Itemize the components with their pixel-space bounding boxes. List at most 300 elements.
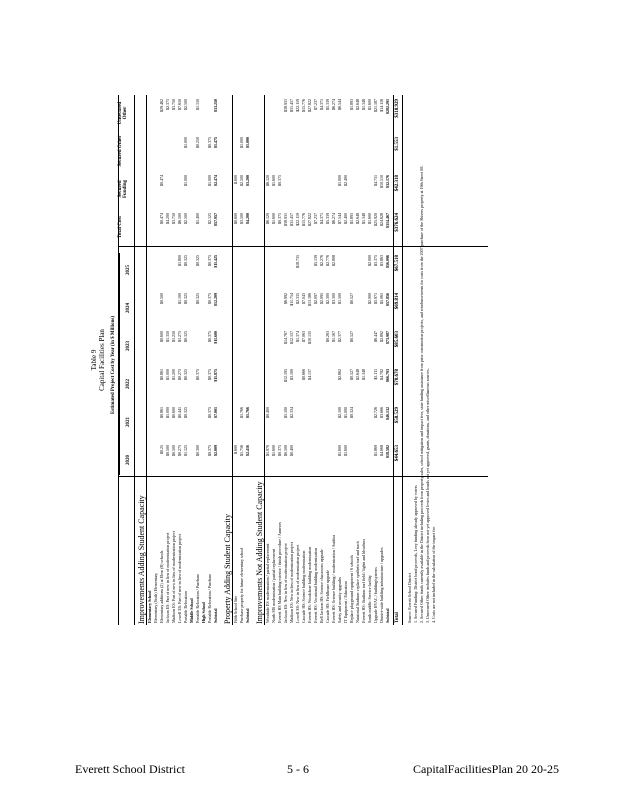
- table-cell: $0.375: [207, 445, 212, 456]
- table-cell: $2.009: [213, 445, 218, 456]
- table-cell: $1.348: [361, 369, 366, 380]
- table-cell: $1.600: [343, 445, 348, 456]
- table-row: [337, 95, 342, 625]
- row-label: Jackson ES: Part of new in lieu of modernization project: [165, 532, 170, 623]
- table-cell: $0.275: [177, 445, 182, 456]
- column-header: Unsecured Other: [118, 101, 128, 125]
- table-cell: $4.792: [379, 369, 384, 380]
- table-cell: $7.001: [213, 407, 218, 418]
- row-label: Cascade HS: Fieldhouse upgrade: [325, 570, 330, 623]
- table-cell: $0.861: [159, 369, 164, 380]
- table-cell: $12.157: [289, 331, 294, 344]
- table-cell: $10.135: [307, 331, 312, 344]
- table-cell: $11.600: [213, 331, 218, 344]
- table-cell: $1.250: [171, 331, 176, 342]
- table-cell: $1.756: [239, 445, 244, 456]
- row-label: Everett HS: Woodshore building modernization: [307, 546, 312, 623]
- table-cell: $0.400: [289, 445, 294, 456]
- table-cell: $13.186: [307, 293, 312, 306]
- row-label: Natatorial Stadium: replace synthetic turf and track: [355, 541, 360, 623]
- table-row: [171, 95, 176, 625]
- source-note: 3. Unsecured Other: includes funds and proceeds from not yet approved levies and bonds not yet approved, grants, donations, and other miscellaneous sources.: [425, 368, 430, 623]
- table-cell: $0.250: [195, 137, 200, 148]
- table-cell: $6.274: [331, 213, 336, 224]
- row-label: Fifth School Site: [233, 595, 238, 623]
- table-cell: $3.863: [379, 255, 384, 266]
- table-cell: $2.500: [183, 99, 188, 110]
- table-cell: $3.666: [379, 407, 384, 418]
- footer-plan-title: CapitalFacilitiesPlan 20 20-25: [413, 762, 559, 776]
- table-cell: $0.375: [277, 213, 282, 224]
- table-cell: $21.187: [373, 99, 378, 112]
- table-row: [239, 95, 244, 625]
- table-subtitle: Capital Facilities Plan: [98, 329, 106, 391]
- source-note: 2. Secured Other: funds currently available in the District including proceeds from property sales, school mitigation and impact fees, state funding assistance from prior construction projects, and reimbursements for costs from the 2007 purchase of the Shivers property at 19th Street SE.: [419, 165, 424, 623]
- table-cell: $1.350: [165, 331, 170, 342]
- table-cell: $0.325: [183, 293, 188, 304]
- row-label: North MS modernization / partial replacement: [271, 548, 276, 623]
- table-cell: $1.100: [177, 293, 182, 304]
- table-cell: $46.132: [385, 407, 390, 420]
- table-cell: $1.000: [165, 407, 170, 418]
- table-row: [183, 95, 188, 625]
- table-cell: $14.118: [379, 99, 384, 112]
- table-cell: $78.678: [395, 369, 400, 386]
- column-header: Secured Funding: [118, 179, 128, 199]
- table-cell: $2.100: [337, 407, 342, 418]
- table-cell: $1.374: [295, 331, 300, 342]
- table-cell: $0.474: [159, 213, 164, 224]
- footer-district: Everett School District: [75, 762, 185, 776]
- table-cell: $2.276: [319, 255, 324, 266]
- section-heading: Property Adding Student Capacity: [223, 514, 232, 624]
- row-label: Everett HS: Science building / modernization / Auditor: [331, 534, 336, 623]
- table-cell: $4.200: [165, 213, 170, 224]
- table-cell: $0.527: [349, 369, 354, 380]
- table-cell: $318.929: [395, 99, 400, 118]
- table-cell: $56.096: [385, 255, 390, 268]
- table-cell: $2.500: [239, 175, 244, 186]
- table-cell: $1.553: [395, 137, 400, 151]
- table-cell: $0.375: [207, 331, 212, 342]
- table-cell: $2.400: [343, 213, 348, 224]
- table-cell: $11.754: [289, 293, 294, 306]
- row-label: Madison ES: New in lieu of modernization project: [289, 542, 294, 623]
- table-cell: $1.600: [367, 99, 372, 110]
- table-row: [373, 95, 378, 625]
- rotated-table-page: [90, 95, 530, 625]
- table-cell: $4.731: [373, 175, 378, 186]
- table-cell: $7.237: [313, 99, 318, 110]
- source-note: Source: Everett School District: [407, 573, 412, 623]
- table-cell: $0.325: [183, 331, 188, 342]
- row-label: Elementary additions (2) at Elem (R) schools: [159, 550, 164, 623]
- table-cell: $0.527: [349, 293, 354, 304]
- table-row: [289, 95, 294, 625]
- total-row: [395, 95, 400, 625]
- table-cell: $1.000: [343, 407, 348, 418]
- table-cell: $1.200: [171, 369, 176, 380]
- table-cell: $0.600: [171, 407, 176, 418]
- table-cell: $3.750: [171, 213, 176, 224]
- table-cell: $2.648: [355, 99, 360, 110]
- table-cell: $0.441: [177, 407, 182, 418]
- table-cell: $3.500: [239, 213, 244, 224]
- table-row: [207, 95, 212, 625]
- table-cell: $1.970: [265, 445, 270, 456]
- table-cell: $18.735: [295, 255, 300, 268]
- table-cell: $1.869: [373, 445, 378, 456]
- table-cell: $2.300: [325, 293, 330, 304]
- table-cell: $1.000: [207, 175, 212, 186]
- table-row: [195, 95, 200, 625]
- table-cell: $1.275: [177, 331, 182, 342]
- table-row: [295, 95, 300, 625]
- table-row: [379, 95, 384, 625]
- table-cell: $0.375: [195, 369, 200, 380]
- table-cell: $6.274: [331, 99, 336, 110]
- table-cell: $1.000: [183, 175, 188, 186]
- row-label: Everett HS Main building exterior / finish procedure / Annexes: [277, 522, 282, 623]
- table-cell: $5.971: [373, 293, 378, 304]
- table-cell: $0.375: [207, 407, 212, 418]
- table-cell: $0.527: [349, 331, 354, 342]
- row-label: Lowell ES: Part of new in lieu of modernization project: [177, 533, 182, 623]
- table-cell: $314.467: [385, 213, 390, 228]
- table-cell: $4.371: [319, 99, 324, 110]
- table-cell: $2.892: [379, 331, 384, 342]
- table-cell: $58.529: [395, 407, 400, 424]
- table-row: [277, 95, 282, 625]
- table-cell: $14.767: [283, 331, 288, 344]
- table-row: [153, 95, 158, 625]
- section-heading: Improvements Not Adding Student Capacity: [255, 481, 264, 624]
- table-row: [265, 95, 270, 625]
- table-cell: $3.200: [245, 175, 250, 186]
- table-cell: $2.335: [295, 293, 300, 304]
- row-label: Elementary School: [147, 590, 152, 623]
- table-cell: $3.750: [171, 99, 176, 110]
- table-row: [271, 95, 276, 625]
- table-cell: $0.324: [349, 407, 354, 418]
- table-cell: $1.475: [213, 137, 218, 148]
- row-label: District-wide building infrastructure / upgrades: [379, 547, 384, 623]
- table-cell: $38.931: [283, 99, 288, 112]
- table-cell: $1.893: [349, 99, 354, 110]
- table-cell: $6.992: [283, 293, 288, 304]
- table-cell: $10.510: [379, 175, 384, 188]
- table-cell: $1.600: [337, 445, 342, 456]
- row-label: Woodside ES modernization / partial replacement: [265, 543, 270, 623]
- row-label: Elementary (Sixth) Elementary: [153, 573, 158, 623]
- table-row: [245, 95, 250, 625]
- table-cell: $5.339: [325, 213, 330, 224]
- row-label: Purchase property for future elementary school: [239, 547, 244, 623]
- table-cell: $376.624: [395, 213, 400, 232]
- table-cell: $1.000: [337, 175, 342, 186]
- table-cell: $0.375: [277, 175, 282, 186]
- row-label: Subtotal: [245, 608, 250, 623]
- table-cell: $0.263: [325, 331, 330, 342]
- table-cell: $4.137: [307, 369, 312, 380]
- table-cell: $5.111: [373, 369, 378, 380]
- table-cell: $2.000: [367, 255, 372, 266]
- table-cell: $0.400: [265, 407, 270, 418]
- table-cell: $69.814: [395, 293, 400, 310]
- table-cell: $12.209: [213, 293, 218, 306]
- table-row: [319, 95, 324, 625]
- table-cell: $7.544: [337, 213, 342, 224]
- table-cell: $1.600: [271, 445, 276, 456]
- table-cell: $1.893: [349, 213, 354, 224]
- table-cell: $0.500: [171, 445, 176, 456]
- table-cell: $73.987: [385, 331, 390, 344]
- table-cell: $1.000: [239, 137, 244, 148]
- year-header: 2020: [126, 455, 131, 465]
- table-row: [301, 95, 306, 625]
- table-cell: $2.776: [325, 255, 330, 266]
- table-cell: $2.862: [337, 369, 342, 380]
- table-cell: $33.250: [213, 99, 218, 112]
- table-cell: $6.500: [177, 213, 182, 224]
- table-cell: $0.325: [195, 255, 200, 266]
- table-row: [147, 95, 152, 625]
- table-cell: $12.195: [283, 369, 288, 382]
- table-cell: $3.100: [289, 369, 294, 380]
- table-cell: $29.462: [159, 99, 164, 112]
- row-label: Cascade HS: Science building modernization: [301, 550, 306, 623]
- table-cell: $.600: [233, 175, 238, 184]
- row-label: Subtotal: [213, 608, 218, 623]
- table-cell: $0.474: [159, 175, 164, 186]
- table-cell: $4.371: [319, 213, 324, 224]
- table-cell: $1.125: [183, 445, 188, 456]
- year-header: 2022: [126, 379, 131, 389]
- table-cell: $7.650: [177, 99, 182, 110]
- table-cell: $15.776: [301, 99, 306, 112]
- table-cell: $282.291: [385, 99, 390, 114]
- table-cell: $42.318: [395, 175, 400, 192]
- table-cell: $1.600: [271, 213, 276, 224]
- table-cell: $2.375: [165, 99, 170, 110]
- table-cell: $1.400: [195, 213, 200, 224]
- table-cell: $15.776: [301, 213, 306, 226]
- table-cell: $0.375: [207, 369, 212, 380]
- table-cell: $22.119: [295, 213, 300, 226]
- table-title: Table 9: [90, 349, 98, 371]
- table-cell: $5.139: [313, 255, 318, 266]
- table-cell: $11.425: [213, 255, 218, 268]
- table-cell: $1.766: [245, 407, 250, 418]
- table-cell: $1.766: [239, 407, 244, 418]
- table-cell: $1.167: [331, 331, 336, 342]
- header-rule-bottom: [134, 95, 135, 625]
- section-heading: Improvements Adding Student Capacity: [137, 495, 146, 624]
- source-note: 4. Costs are not included in the calculation of the impact fee.: [431, 525, 436, 623]
- table-cell: $0.325: [195, 293, 200, 304]
- table-cell: $2.125: [207, 213, 212, 224]
- table-cell: $2.400: [343, 175, 348, 186]
- table-cell: $0.275: [177, 369, 182, 380]
- table-row: [283, 95, 288, 625]
- table-cell: $27.822: [307, 99, 312, 112]
- table-cell: $1.000: [165, 369, 170, 380]
- table-cell: $2.000: [367, 293, 372, 304]
- table-cell: $5.065: [379, 293, 384, 304]
- banner-rule: [119, 253, 120, 475]
- table-cell: $1.600: [271, 175, 276, 186]
- table-cell: $.600: [233, 445, 238, 454]
- row-label: Lowell ES: New in lieu of modernization project: [295, 544, 300, 623]
- table-row: [189, 95, 194, 625]
- table-row: [325, 95, 330, 625]
- footer-page-number: 5 - 6: [287, 762, 309, 776]
- row-label: Replace playground equipment / 6 schools: [349, 554, 354, 623]
- table-cell: $0.375: [207, 137, 212, 148]
- table-cell: $7.043: [301, 293, 306, 304]
- table-cell: $57.957: [213, 213, 218, 226]
- table-cell: $0.500: [159, 293, 164, 304]
- table-cell: $2.377: [337, 331, 342, 342]
- table-cell: $2.334: [289, 407, 294, 418]
- table-row: [165, 95, 170, 625]
- table-cell: $67.518: [395, 255, 400, 272]
- table-row: [177, 95, 182, 625]
- table-row: [331, 95, 336, 625]
- table-cell: $6.544: [337, 99, 342, 110]
- row-label: Safety and security upgrades: [337, 576, 342, 623]
- table-row: [349, 95, 354, 625]
- row-label: Portable Relocation: [183, 591, 188, 623]
- table-cell: $0.861: [159, 407, 164, 418]
- year-header: 2025: [126, 265, 131, 275]
- table-banner: Estimated Project Cost by Year (in $ Millions): [111, 315, 116, 415]
- table-cell: $2.808: [331, 255, 336, 266]
- table-cell: $2.097: [313, 293, 318, 304]
- table-cell: $1.800: [177, 255, 182, 266]
- row-label: Portable Relocation / Purchase: [195, 573, 200, 623]
- year-header: 2023: [126, 341, 131, 351]
- year-header: 2024: [126, 303, 131, 313]
- table-cell: $2.095: [319, 293, 324, 304]
- table-cell: $1.500: [337, 293, 342, 304]
- table-cell: $2.648: [355, 369, 360, 380]
- table-cell: $0.600: [159, 331, 164, 342]
- table-cell: $0.666: [301, 369, 306, 380]
- table-cell: $44.653: [395, 445, 400, 462]
- table-cell: $0.325: [183, 407, 188, 418]
- table-row: [385, 95, 390, 625]
- table-cell: $57.856: [385, 293, 390, 306]
- year-header: 2021: [126, 417, 131, 427]
- table-row: [343, 95, 348, 625]
- row-label: Madison ES: Part of new in lieu of modernization project: [171, 531, 176, 623]
- table-cell: $3.300: [331, 293, 336, 304]
- table-cell: $22.119: [295, 99, 300, 112]
- table-cell: $2.474: [213, 175, 218, 186]
- table-cell: $0.325: [183, 369, 188, 380]
- table-cell: $0.25: [159, 445, 164, 454]
- table-cell: $3.375: [373, 255, 378, 266]
- row-label: Everett HS: Vocational building modernization: [313, 547, 318, 623]
- table-row: [361, 95, 366, 625]
- table-cell: $18.582: [385, 445, 390, 458]
- table-cell: $0.500: [165, 445, 170, 456]
- table-cell: $2.726: [373, 407, 378, 418]
- table-cell: $2.648: [355, 213, 360, 224]
- table-cell: $4.668: [379, 445, 384, 456]
- table-cell: $7.063: [301, 331, 306, 342]
- table-cell: $0.375: [277, 445, 282, 456]
- table-cell: $6.120: [265, 175, 270, 186]
- row-label: Jackson ES: New in lieu of modernization project: [283, 543, 288, 623]
- table-cell: $24.628: [379, 213, 384, 226]
- table-row: [367, 95, 372, 625]
- table-cell: $6.447: [373, 331, 378, 342]
- table-cell: $32.176: [385, 175, 390, 188]
- table-cell: $2.500: [183, 213, 188, 224]
- table-row: [355, 95, 360, 625]
- table-row: [201, 95, 206, 625]
- table-row: [233, 95, 238, 625]
- source-note: 1. Secured Funding: District bond proceeds, Levy funding already approved by voters: [413, 485, 418, 623]
- table-cell: $0.375: [207, 293, 212, 304]
- table-cell: $27.822: [307, 213, 312, 226]
- table-cell: $6.120: [265, 213, 270, 224]
- table-cell: $0.500: [283, 445, 288, 456]
- table-cell: $1.600: [367, 213, 372, 224]
- column-header: Secured Other: [118, 135, 123, 167]
- row-label: Portable Relocation / Purchase: [207, 573, 212, 623]
- table-cell: $0.375: [207, 255, 212, 266]
- table-cell: $38.931: [283, 213, 288, 226]
- table-cell: $5.100: [283, 407, 288, 418]
- table-cell: $7.237: [313, 213, 318, 224]
- table-cell: $1.000: [245, 137, 250, 148]
- table-cell: $31.457: [289, 213, 294, 226]
- table-cell: $25.920: [373, 213, 378, 226]
- table-row: [213, 95, 218, 625]
- row-label: South middle: Service facility: [367, 575, 372, 623]
- table-cell: $1.348: [361, 213, 366, 224]
- table-row: [159, 95, 164, 625]
- row-label: IT Equipment / Education: [343, 581, 348, 623]
- table-row: [307, 95, 312, 625]
- table-cell: $5.339: [325, 99, 330, 110]
- table-cell: $31.457: [289, 99, 294, 112]
- row-label: Everett HS: Stadium: turf field / lights and bleachers: [361, 538, 366, 623]
- table-cell: $11.875: [213, 369, 218, 382]
- column-header: Total Cost: [118, 216, 123, 238]
- table-cell: $1.000: [183, 137, 188, 148]
- table-cell: $85.603: [395, 331, 400, 348]
- table-bottom-rule: [402, 95, 403, 625]
- row-label: Upgrade HVAC / building/systems: [373, 567, 378, 623]
- row-label: Total: [395, 612, 400, 623]
- table-cell: $0.600: [233, 213, 238, 224]
- table-cell: $1.150: [195, 99, 200, 110]
- table-cell: $2.416: [245, 445, 250, 456]
- table-cell: $66.793: [385, 369, 390, 382]
- total-rule: [393, 95, 394, 625]
- table-cell: $0.300: [195, 445, 200, 456]
- table-cell: $1.348: [361, 99, 366, 110]
- row-label: Bell Jackson HS: Science classrooms upgrade: [319, 549, 324, 623]
- row-label: Middle School: [189, 598, 194, 623]
- row-label: Subtotal: [385, 608, 390, 623]
- row-label: High School: [201, 602, 206, 623]
- table-row: [313, 95, 318, 625]
